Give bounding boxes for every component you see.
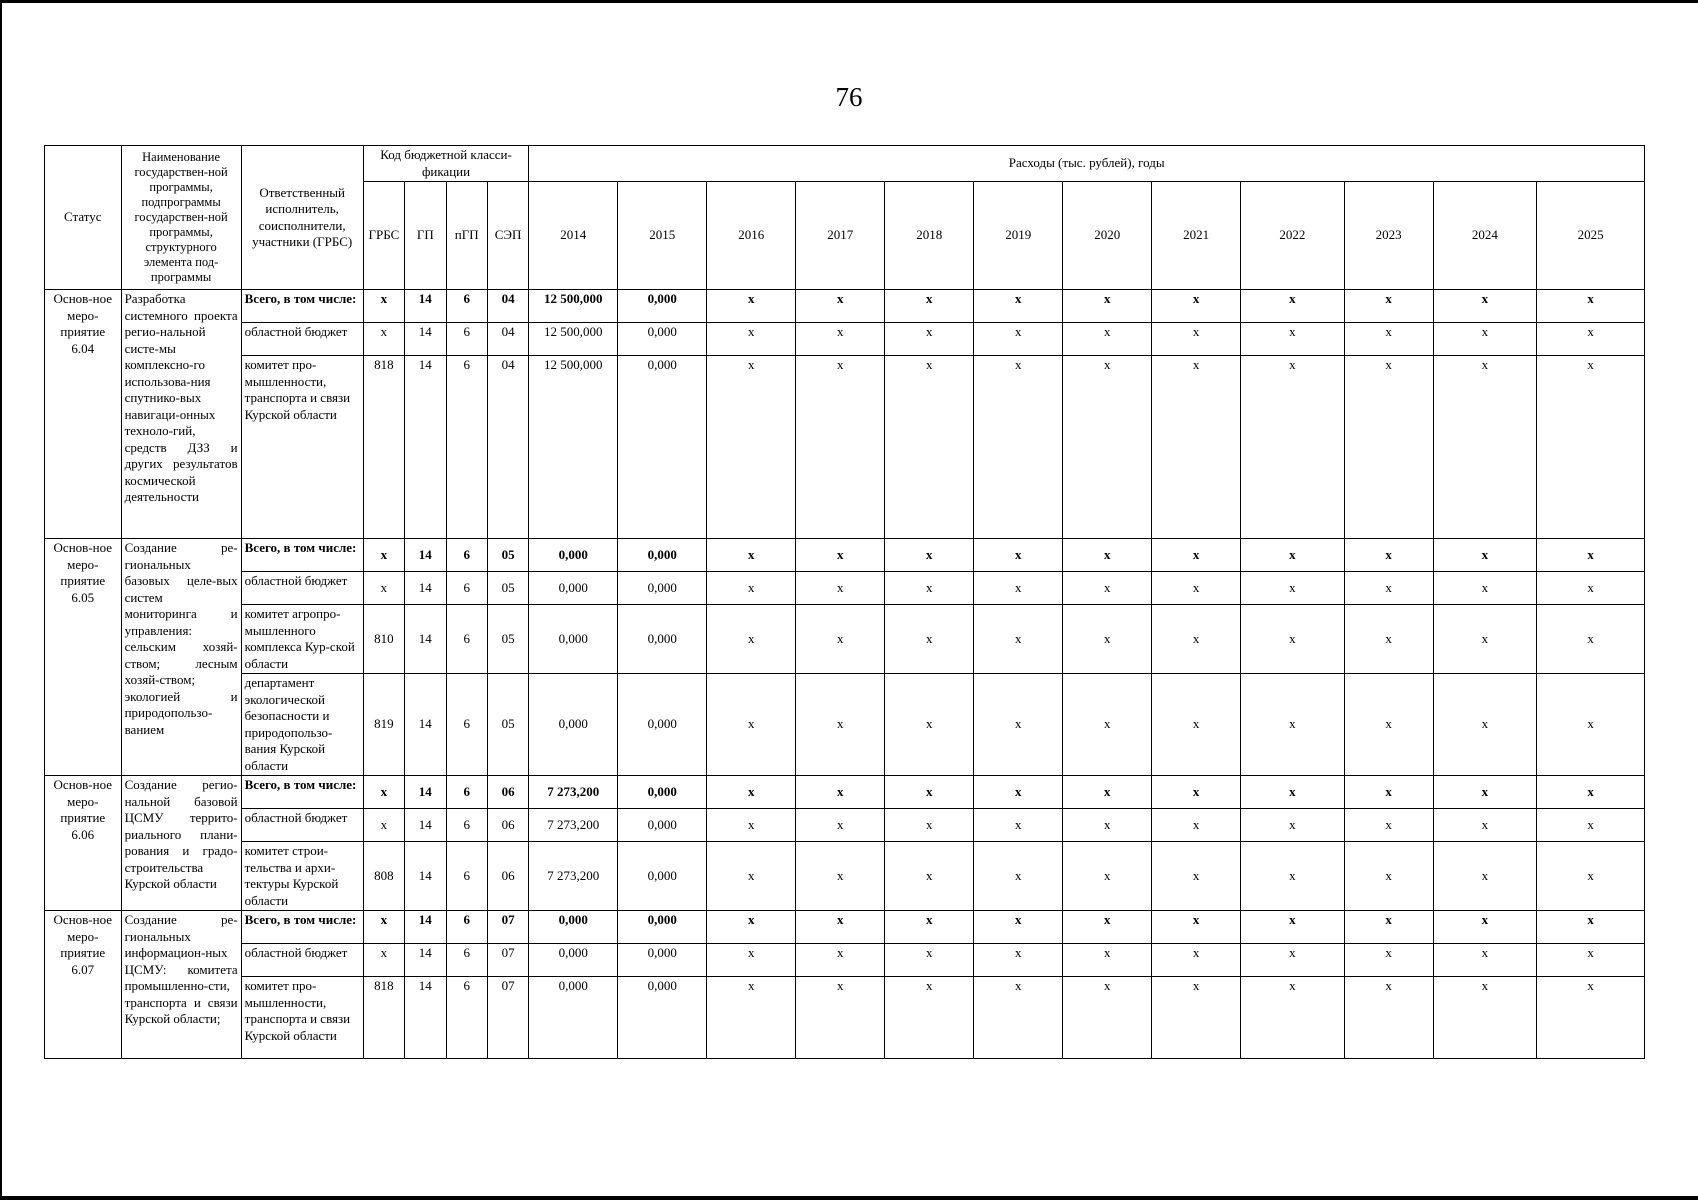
row-year-value: х (796, 356, 885, 539)
row-year-value: х (974, 290, 1063, 323)
row-year-value: 0,000 (618, 356, 707, 539)
row-year-value: х (1433, 356, 1536, 539)
row-year-value: 12 500,000 (529, 323, 618, 356)
row-year-value: х (796, 323, 885, 356)
row-executor: комитет про-мышленности, транспорта и связи Курской области (241, 356, 363, 539)
scan-edge-left (0, 0, 2, 1200)
row-year-value: х (1063, 842, 1152, 911)
header-code-pgp: пГП (446, 182, 487, 290)
row-year-value: х (1344, 323, 1433, 356)
row-year-value: х (1344, 290, 1433, 323)
row-year-value: х (885, 776, 974, 809)
header-executor: Ответственный исполнитель, соисполнители, участники (ГРБС) (241, 146, 363, 290)
expenses-table (44, 145, 1645, 1059)
row-year-value: х (1241, 539, 1344, 572)
row-year-value: 0,000 (618, 290, 707, 323)
row-year-value: х (707, 977, 796, 1059)
row-year-value: х (1241, 605, 1344, 674)
row-year-value: 0,000 (529, 977, 618, 1059)
row-year-value: х (1241, 572, 1344, 605)
row-year-value: х (707, 944, 796, 977)
row-year-value: х (1433, 776, 1536, 809)
page-number: 76 (835, 82, 863, 112)
row-code-sep: 04 (487, 323, 528, 356)
row-executor: комитет про-мышленности, транспорта и связи Курской области (241, 977, 363, 1059)
row-executor: Всего, в том числе: (241, 539, 363, 572)
header-year: 2022 (1241, 182, 1344, 290)
table-row (45, 674, 1645, 776)
row-year-value: х (707, 776, 796, 809)
row-year-value: х (1537, 323, 1645, 356)
row-year-value: х (1241, 674, 1344, 776)
row-year-value: х (974, 944, 1063, 977)
row-year-value: х (1537, 356, 1645, 539)
row-program-name: Разработка системного проекта регио-нальной систе-мы комплексно-го использова-ния спутнико-вых навигаци-онных техноло-гий, средств ДЗЗ и других результатов космической деятельности (121, 290, 241, 539)
row-code-pgp: 6 (446, 776, 487, 809)
row-code-gp: 14 (405, 911, 446, 944)
row-year-value: х (707, 809, 796, 842)
row-year-value: 0,000 (618, 977, 707, 1059)
table-row (45, 842, 1645, 911)
row-year-value: х (1433, 290, 1536, 323)
row-year-value: х (974, 776, 1063, 809)
row-year-value: 0,000 (529, 605, 618, 674)
row-year-value: х (1537, 539, 1645, 572)
row-year-value: х (1152, 842, 1241, 911)
row-year-value: х (1063, 539, 1152, 572)
row-year-value: х (1344, 356, 1433, 539)
row-code-gp: 14 (405, 539, 446, 572)
row-year-value: 0,000 (529, 674, 618, 776)
table-row (45, 809, 1645, 842)
row-year-value: х (707, 572, 796, 605)
row-program-name: Создание регио-нальной базовой ЦСМУ террито-риального плани-рования и градо-строительства Курской области (121, 776, 241, 911)
row-year-value: х (1537, 809, 1645, 842)
header-code-grbs: ГРБС (363, 182, 404, 290)
header-program-name: Наименование государствен-ной программы, подпрограммы государствен-ной программы, структурного элемента под-программы (121, 146, 241, 290)
row-code-grbs: х (363, 539, 404, 572)
row-year-value: х (885, 356, 974, 539)
row-code-gp: 14 (405, 323, 446, 356)
row-year-value: х (1152, 944, 1241, 977)
row-year-value: 0,000 (618, 842, 707, 911)
row-year-value: х (1063, 674, 1152, 776)
row-year-value: х (1537, 290, 1645, 323)
row-year-value: х (1152, 572, 1241, 605)
row-year-value: х (885, 290, 974, 323)
row-year-value: х (885, 674, 974, 776)
row-year-value: х (1063, 809, 1152, 842)
row-code-pgp: 6 (446, 605, 487, 674)
row-year-value: х (796, 605, 885, 674)
row-executor: Всего, в том числе: (241, 911, 363, 944)
scan-edge-top (0, 0, 1698, 3)
row-code-pgp: 6 (446, 911, 487, 944)
row-code-grbs: 810 (363, 605, 404, 674)
row-program-name: Создание ре-гиональных базовых целе-вых систем мониторинга и управления: сельским хозяй-ством; лесным хозяй-ством; экологией и природопользо-ванием (121, 539, 241, 776)
row-code-grbs: 808 (363, 842, 404, 911)
row-year-value: х (1433, 539, 1536, 572)
row-year-value: х (974, 356, 1063, 539)
table-row (45, 776, 1645, 809)
header-code-gp: ГП (405, 182, 446, 290)
header-year: 2021 (1152, 182, 1241, 290)
row-year-value: 0,000 (529, 911, 618, 944)
row-status: Основ-ное меро-приятие 6.05 (45, 539, 122, 776)
row-year-value: х (1433, 572, 1536, 605)
row-year-value: х (1537, 605, 1645, 674)
row-year-value: х (1537, 776, 1645, 809)
row-year-value: х (1344, 674, 1433, 776)
row-code-sep: 05 (487, 572, 528, 605)
row-code-grbs: х (363, 776, 404, 809)
row-year-value: х (1241, 809, 1344, 842)
table-row (45, 290, 1645, 323)
row-year-value: х (1152, 977, 1241, 1059)
row-year-value: х (885, 977, 974, 1059)
header-year: 2016 (707, 182, 796, 290)
row-code-gp: 14 (405, 944, 446, 977)
header-year: 2019 (974, 182, 1063, 290)
row-executor: департамент экологической безопасности и природопользо-вания Курской области (241, 674, 363, 776)
row-year-value: х (885, 842, 974, 911)
row-year-value: х (885, 605, 974, 674)
row-year-value: х (1152, 539, 1241, 572)
row-year-value: х (796, 290, 885, 323)
row-code-sep: 06 (487, 809, 528, 842)
row-year-value: х (1152, 674, 1241, 776)
header-year: 2017 (796, 182, 885, 290)
header-year: 2025 (1537, 182, 1645, 290)
table-row (45, 323, 1645, 356)
row-code-gp: 14 (405, 977, 446, 1059)
table-row (45, 539, 1645, 572)
row-code-pgp: 6 (446, 539, 487, 572)
row-code-pgp: 6 (446, 323, 487, 356)
row-code-sep: 04 (487, 290, 528, 323)
row-executor: областной бюджет (241, 572, 363, 605)
row-year-value: х (796, 842, 885, 911)
row-year-value: х (885, 944, 974, 977)
row-year-value: х (1063, 323, 1152, 356)
row-year-value: х (1063, 356, 1152, 539)
row-year-value: 0,000 (618, 944, 707, 977)
row-year-value: 0,000 (529, 539, 618, 572)
row-code-sep: 07 (487, 977, 528, 1059)
row-year-value: х (974, 539, 1063, 572)
row-year-value: 0,000 (618, 605, 707, 674)
row-code-grbs: х (363, 572, 404, 605)
row-year-value: х (1433, 605, 1536, 674)
row-program-name: Создание ре-гиональных информацион-ных ЦСМУ: комитета промышленно-сти, транспорта и связи Курской области; (121, 911, 241, 1059)
row-year-value: х (974, 809, 1063, 842)
row-year-value: х (885, 539, 974, 572)
row-year-value: х (1241, 911, 1344, 944)
row-year-value: 0,000 (618, 809, 707, 842)
row-year-value: х (1433, 842, 1536, 911)
table-row (45, 605, 1645, 674)
row-executor: областной бюджет (241, 323, 363, 356)
row-year-value: х (707, 323, 796, 356)
row-year-value: х (1344, 977, 1433, 1059)
row-code-sep: 07 (487, 944, 528, 977)
header-year: 2015 (618, 182, 707, 290)
row-year-value: х (1537, 674, 1645, 776)
row-year-value: х (1241, 323, 1344, 356)
row-year-value: х (1344, 605, 1433, 674)
row-year-value: 7 273,200 (529, 776, 618, 809)
row-code-pgp: 6 (446, 572, 487, 605)
row-year-value: х (796, 776, 885, 809)
row-year-value: х (1241, 776, 1344, 809)
row-code-pgp: 6 (446, 977, 487, 1059)
row-year-value: 0,000 (618, 539, 707, 572)
row-executor: комитет строи-тельства и архи-тектуры Курской области (241, 842, 363, 911)
row-year-value: х (1537, 572, 1645, 605)
row-year-value: х (796, 944, 885, 977)
row-code-grbs: 818 (363, 356, 404, 539)
row-year-value: х (1433, 911, 1536, 944)
row-year-value: х (707, 290, 796, 323)
row-code-pgp: 6 (446, 356, 487, 539)
row-code-sep: 04 (487, 356, 528, 539)
row-status: Основ-ное меро-приятие 6.07 (45, 911, 122, 1059)
row-code-pgp: 6 (446, 944, 487, 977)
row-executor: областной бюджет (241, 944, 363, 977)
row-year-value: х (1537, 944, 1645, 977)
row-code-gp: 14 (405, 290, 446, 323)
row-year-value: х (796, 674, 885, 776)
row-code-gp: 14 (405, 809, 446, 842)
row-year-value: 7 273,200 (529, 809, 618, 842)
row-year-value: х (1152, 776, 1241, 809)
header-expenses: Расходы (тыс. рублей), годы (529, 146, 1645, 182)
row-code-grbs: х (363, 944, 404, 977)
row-code-grbs: 819 (363, 674, 404, 776)
row-year-value: 0,000 (618, 572, 707, 605)
row-code-gp: 14 (405, 776, 446, 809)
row-status: Основ-ное меро-приятие 6.06 (45, 776, 122, 911)
row-year-value: х (1152, 605, 1241, 674)
row-year-value: х (1433, 809, 1536, 842)
row-year-value: х (1152, 911, 1241, 944)
row-year-value: х (796, 539, 885, 572)
row-year-value: х (796, 809, 885, 842)
row-code-sep: 05 (487, 674, 528, 776)
row-year-value: 0,000 (618, 674, 707, 776)
row-year-value: х (796, 911, 885, 944)
header-status: Статус (45, 146, 122, 290)
row-code-pgp: 6 (446, 290, 487, 323)
row-year-value: 12 500,000 (529, 356, 618, 539)
row-year-value: х (885, 572, 974, 605)
table-row (45, 944, 1645, 977)
row-year-value: х (1241, 356, 1344, 539)
row-status: Основ-ное меро-приятие 6.04 (45, 290, 122, 539)
row-year-value: х (1241, 944, 1344, 977)
row-year-value: х (1433, 323, 1536, 356)
row-year-value: х (974, 911, 1063, 944)
header-budget-code: Код бюджетной класси-фикации (363, 146, 529, 182)
row-year-value: х (796, 977, 885, 1059)
row-code-sep: 05 (487, 539, 528, 572)
table-row (45, 977, 1645, 1059)
row-code-grbs: 818 (363, 977, 404, 1059)
row-year-value: х (1344, 911, 1433, 944)
header-code-sep: СЭП (487, 182, 528, 290)
row-year-value: х (1063, 977, 1152, 1059)
row-code-pgp: 6 (446, 809, 487, 842)
row-year-value: х (885, 323, 974, 356)
row-code-gp: 14 (405, 842, 446, 911)
row-executor: Всего, в том числе: (241, 776, 363, 809)
row-year-value: х (1241, 290, 1344, 323)
row-year-value: х (1344, 944, 1433, 977)
row-year-value: 0,000 (618, 776, 707, 809)
row-year-value: 0,000 (529, 572, 618, 605)
row-year-value: х (974, 674, 1063, 776)
table-row (45, 572, 1645, 605)
row-year-value: 0,000 (618, 323, 707, 356)
row-year-value: х (707, 674, 796, 776)
row-executor: комитет агропро-мышленного комплекса Кур-ской области (241, 605, 363, 674)
row-code-sep: 07 (487, 911, 528, 944)
row-year-value: х (1344, 809, 1433, 842)
row-year-value: х (707, 605, 796, 674)
row-code-sep: 05 (487, 605, 528, 674)
row-year-value: х (707, 911, 796, 944)
expenses-table-container (44, 145, 1645, 1059)
table-body (45, 290, 1645, 1059)
row-year-value: х (1063, 572, 1152, 605)
header-year: 2014 (529, 182, 618, 290)
row-year-value: х (1152, 809, 1241, 842)
row-year-value: х (1063, 776, 1152, 809)
row-year-value: х (974, 605, 1063, 674)
row-year-value: х (974, 572, 1063, 605)
table-row (45, 911, 1645, 944)
row-year-value: 0,000 (529, 944, 618, 977)
header-year: 2024 (1433, 182, 1536, 290)
header-year: 2023 (1344, 182, 1433, 290)
row-code-grbs: х (363, 809, 404, 842)
row-year-value: х (1433, 977, 1536, 1059)
row-year-value: х (1152, 356, 1241, 539)
row-year-value: х (1344, 539, 1433, 572)
row-year-value: х (1344, 776, 1433, 809)
row-year-value: х (1241, 842, 1344, 911)
row-year-value: х (974, 323, 1063, 356)
row-code-gp: 14 (405, 605, 446, 674)
row-executor: областной бюджет (241, 809, 363, 842)
header-year: 2020 (1063, 182, 1152, 290)
row-year-value: х (974, 977, 1063, 1059)
row-executor: Всего, в том числе: (241, 290, 363, 323)
row-year-value: х (1063, 911, 1152, 944)
row-year-value: х (1063, 605, 1152, 674)
row-code-grbs: х (363, 290, 404, 323)
row-year-value: х (1433, 674, 1536, 776)
row-year-value: х (1152, 323, 1241, 356)
row-year-value: х (885, 911, 974, 944)
row-code-grbs: х (363, 911, 404, 944)
row-year-value: х (1344, 842, 1433, 911)
row-code-gp: 14 (405, 572, 446, 605)
row-code-sep: 06 (487, 842, 528, 911)
row-year-value: х (1433, 944, 1536, 977)
row-year-value: х (707, 539, 796, 572)
row-year-value: х (1344, 572, 1433, 605)
row-code-sep: 06 (487, 776, 528, 809)
row-code-gp: 14 (405, 356, 446, 539)
row-code-pgp: 6 (446, 842, 487, 911)
row-year-value: х (1537, 911, 1645, 944)
row-code-gp: 14 (405, 674, 446, 776)
row-year-value: х (707, 842, 796, 911)
row-year-value: х (1152, 290, 1241, 323)
row-year-value: 12 500,000 (529, 290, 618, 323)
row-code-grbs: х (363, 323, 404, 356)
header-year: 2018 (885, 182, 974, 290)
row-year-value: х (1063, 944, 1152, 977)
row-year-value: 7 273,200 (529, 842, 618, 911)
row-year-value: 0,000 (618, 911, 707, 944)
row-year-value: х (885, 809, 974, 842)
row-code-pgp: 6 (446, 674, 487, 776)
scan-edge-bottom (0, 1196, 1698, 1200)
row-year-value: х (707, 356, 796, 539)
row-year-value: х (1241, 977, 1344, 1059)
row-year-value: х (1537, 842, 1645, 911)
table-row (45, 356, 1645, 539)
row-year-value: х (974, 842, 1063, 911)
row-year-value: х (1063, 290, 1152, 323)
row-year-value: х (1537, 977, 1645, 1059)
row-year-value: х (796, 572, 885, 605)
